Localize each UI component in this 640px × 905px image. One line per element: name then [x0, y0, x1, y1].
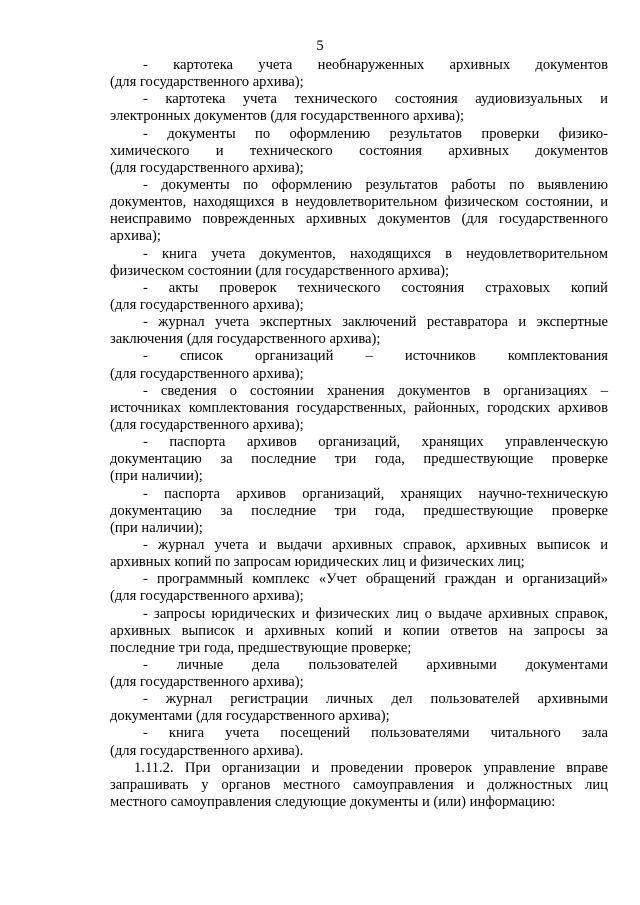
text-line: - акты проверок технического состояния страховых копий: [143, 279, 608, 296]
text-line: химического и технического состояния архивных документов: [110, 142, 608, 159]
text-line: источниках комплектования государственных, районных, городских архивов: [110, 399, 608, 416]
text-line: архива);: [110, 228, 161, 245]
document-body: [110, 57, 608, 811]
text-line: - журнал учета и выдачи архивных справок, архивных выписок и: [143, 536, 608, 553]
text-line: документацию за последние три года, предшествующие проверке: [110, 502, 608, 519]
text-line: заключения (для государственного архива);: [110, 331, 381, 348]
text-line: - картотека учета технического состояния аудиовизуальных и: [143, 91, 608, 108]
text-line: последние три года, предшествующие проверке;: [110, 639, 412, 656]
text-line: - список организаций – источников комплектования: [143, 348, 608, 365]
text-line: местного самоуправления следующие документы и (или) информацию:: [110, 794, 556, 811]
text-line: физическом состоянии (для государственного архива);: [110, 262, 450, 279]
text-line: (для государственного архива).: [110, 742, 304, 759]
text-line: (для государственного архива);: [110, 365, 304, 382]
text-line: (для государственного архива);: [110, 588, 304, 605]
text-line: - документы по оформлению результатов проверки физико-: [143, 125, 608, 142]
text-line: архивных выписок и архивных копий и копии ответов на запросы за: [110, 622, 608, 639]
text-line: (для государственного архива);: [110, 416, 304, 433]
text-line: - журнал учета экспертных заключений реставратора и экспертные: [143, 314, 608, 331]
text-line: - журнал регистрации личных дел пользователей архивными: [143, 691, 608, 708]
text-line: документов, находящихся в неудовлетворительном физическом состоянии, и: [110, 194, 608, 211]
text-line: (для государственного архива);: [110, 159, 304, 176]
text-line: - паспорта архивов организаций, хранящих научно-техническую: [143, 485, 608, 502]
text-line: (при наличии);: [110, 468, 203, 485]
text-line: - личные дела пользователей архивными документами: [143, 656, 608, 673]
text-line: - сведения о состоянии хранения документов в организациях –: [143, 382, 608, 399]
text-line: документацию за последние три года, предшествующие проверке: [110, 451, 608, 468]
text-line: - программный комплекс «Учет обращений граждан и организаций»: [143, 571, 608, 588]
text-line: - запросы юридических и физических лиц о выдаче архивных справок,: [143, 605, 608, 622]
text-line: (для государственного архива);: [110, 74, 304, 91]
page-number: 5: [316, 38, 324, 54]
text-line: - документы по оформлению результатов работы по выявлению: [143, 176, 608, 193]
text-line: архивных копий по запросам юридических лиц и физических лиц;: [110, 554, 525, 571]
text-line: - паспорта архивов организаций, хранящих управленческую: [143, 434, 608, 451]
text-line: запрашивать у органов местного самоуправления и должностных лиц: [110, 776, 608, 793]
text-line: электронных документов (для государственного архива);: [110, 108, 465, 125]
text-line: 1.11.2. При организации и проведении проверок управление вправе: [134, 759, 608, 776]
text-line: документами (для государственного архива);: [110, 708, 390, 725]
text-line: (для государственного архива);: [110, 296, 304, 313]
text-line: (при наличии);: [110, 519, 203, 536]
text-line: (для государственного архива);: [110, 674, 304, 691]
text-line: - картотека учета необнаруженных архивных документов: [143, 57, 608, 73]
text-line: - книга учета посещений пользователями читального зала: [143, 725, 608, 742]
text-line: - книга учета документов, находящихся в неудовлетворительном: [143, 245, 608, 262]
text-line: неисправимо поврежденных архивных документов (для государственного: [110, 211, 608, 228]
